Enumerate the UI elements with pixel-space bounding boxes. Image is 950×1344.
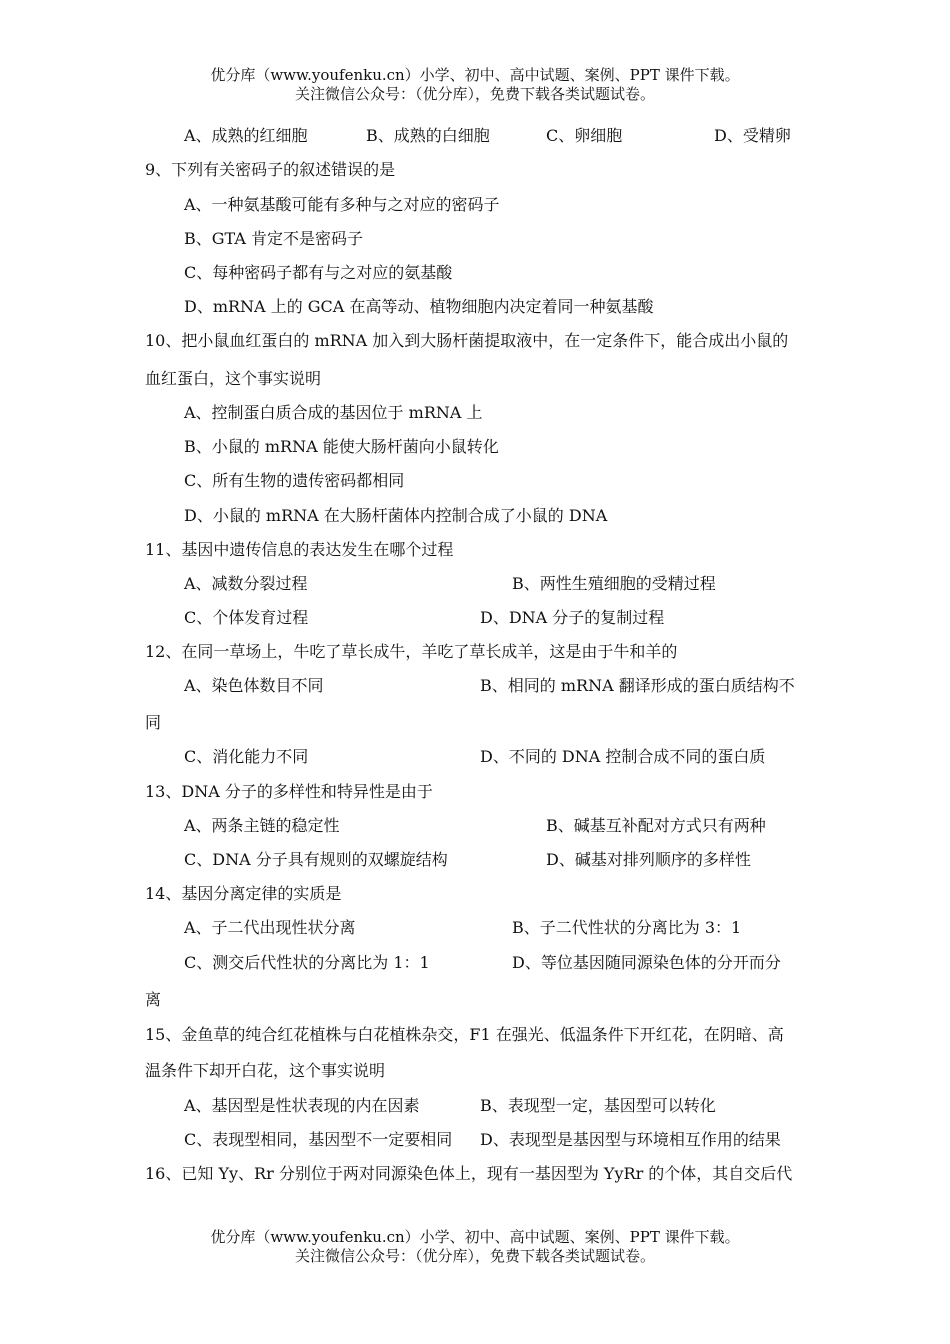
q11-option-d: D、DNA 分子的复制过程	[480, 608, 665, 627]
q8-option-c: C、卵细胞	[546, 126, 623, 145]
q8-option-d: D、受精卵	[714, 126, 791, 145]
q8-option-a: A、成熟的红细胞	[184, 126, 308, 145]
q15-option-b: B、表现型一定，基因型可以转化	[480, 1096, 716, 1115]
q14-option-d-line-2: 离	[145, 990, 162, 1009]
q12-option-b-line-2: 同	[145, 713, 162, 732]
q15-stem-line-1: 15、金鱼草的纯合红花植株与白花植株杂交，F1 在强光、低温条件下开红花，在阴暗、高	[145, 1025, 784, 1044]
q11-option-c: C、个体发育过程	[184, 608, 309, 627]
q9-option-b: B、GTA 肯定不是密码子	[184, 229, 363, 248]
q12-option-d: D、不同的 DNA 控制合成不同的蛋白质	[480, 747, 766, 766]
q10-option-b: B、小鼠的 mRNA 能使大肠杆菌向小鼠转化	[184, 437, 499, 456]
q10-stem-line-2: 血红蛋白，这个事实说明	[145, 369, 322, 388]
footer-line-2: 关注微信公众号：（优分库），免费下载各类试题试卷。	[294, 1247, 655, 1265]
q9-option-d: D、mRNA 上的 GCA 在高等动、植物细胞内决定着同一种氨基酸	[184, 297, 654, 316]
q12-option-a: A、染色体数目不同	[184, 676, 324, 695]
header-line-1: 优分库（www.youfenku.cn）小学、初中、高中试题、案例、PPT 课件下载。	[210, 66, 740, 84]
q14-option-a: A、子二代出现性状分离	[184, 918, 356, 937]
q10-option-c: C、所有生物的遗传密码都相同	[184, 471, 405, 490]
q12-option-b-line-1: B、相同的 mRNA 翻译形成的蛋白质结构不	[480, 676, 795, 695]
q15-option-a: A、基因型是性状表现的内在因素	[184, 1096, 420, 1115]
q11-option-b: B、两性生殖细胞的受精过程	[512, 574, 716, 593]
q9-option-c: C、每种密码子都有与之对应的氨基酸	[184, 263, 453, 282]
q14-option-b: B、子二代性状的分离比为 3：1	[512, 918, 742, 937]
q9-stem: 9、下列有关密码子的叙述错误的是	[145, 160, 396, 179]
q13-stem: 13、DNA 分子的多样性和特异性是由于	[145, 782, 433, 801]
q13-option-d: D、碱基对排列顺序的多样性	[546, 850, 751, 869]
q15-stem-line-2: 温条件下却开白花，这个事实说明	[145, 1061, 386, 1080]
q12-stem: 12、在同一草场上，牛吃了草长成牛，羊吃了草长成羊，这是由于牛和羊的	[145, 642, 678, 661]
q10-stem-line-1: 10、把小鼠血红蛋白的 mRNA 加入到大肠杆菌提取液中，在一定条件下，能合成出小鼠的	[145, 331, 789, 350]
q15-option-d: D、表现型是基因型与环境相互作用的结果	[480, 1130, 781, 1149]
q16-stem-line-1: 16、已知 Yy、Rr 分别位于两对同源染色体上，现有一基因型为 YyRr 的个体，其自交后代	[145, 1164, 793, 1183]
q13-option-c: C、DNA 分子具有规则的双螺旋结构	[184, 850, 448, 869]
q11-option-a: A、减数分裂过程	[184, 574, 308, 593]
q10-option-a: A、控制蛋白质合成的基因位于 mRNA 上	[184, 403, 483, 422]
q14-option-d-line-1: D、等位基因随同源染色体的分开而分	[512, 953, 781, 972]
q11-stem: 11、基因中遗传信息的表达发生在哪个过程	[145, 540, 454, 559]
q15-option-c: C、表现型相同，基因型不一定要相同	[184, 1130, 453, 1149]
q14-option-c: C、测交后代性状的分离比为 1：1	[184, 953, 430, 972]
q12-option-c: C、消化能力不同	[184, 747, 309, 766]
page-footer	[0, 1228, 950, 1266]
q14-stem: 14、基因分离定律的实质是	[145, 884, 342, 903]
q8-option-b: B、成熟的白细胞	[366, 126, 490, 145]
footer-line-1: 优分库（www.youfenku.cn）小学、初中、高中试题、案例、PPT 课件下载。	[210, 1228, 740, 1246]
q13-option-b: B、碱基互补配对方式只有两种	[546, 816, 766, 835]
q10-option-d: D、小鼠的 mRNA 在大肠杆菌体内控制合成了小鼠的 DNA	[184, 506, 608, 525]
q9-option-a: A、一种氨基酸可能有多种与之对应的密码子	[184, 195, 500, 214]
q13-option-a: A、两条主链的稳定性	[184, 816, 340, 835]
header-line-2: 关注微信公众号：（优分库），免费下载各类试题试卷。	[294, 85, 655, 103]
